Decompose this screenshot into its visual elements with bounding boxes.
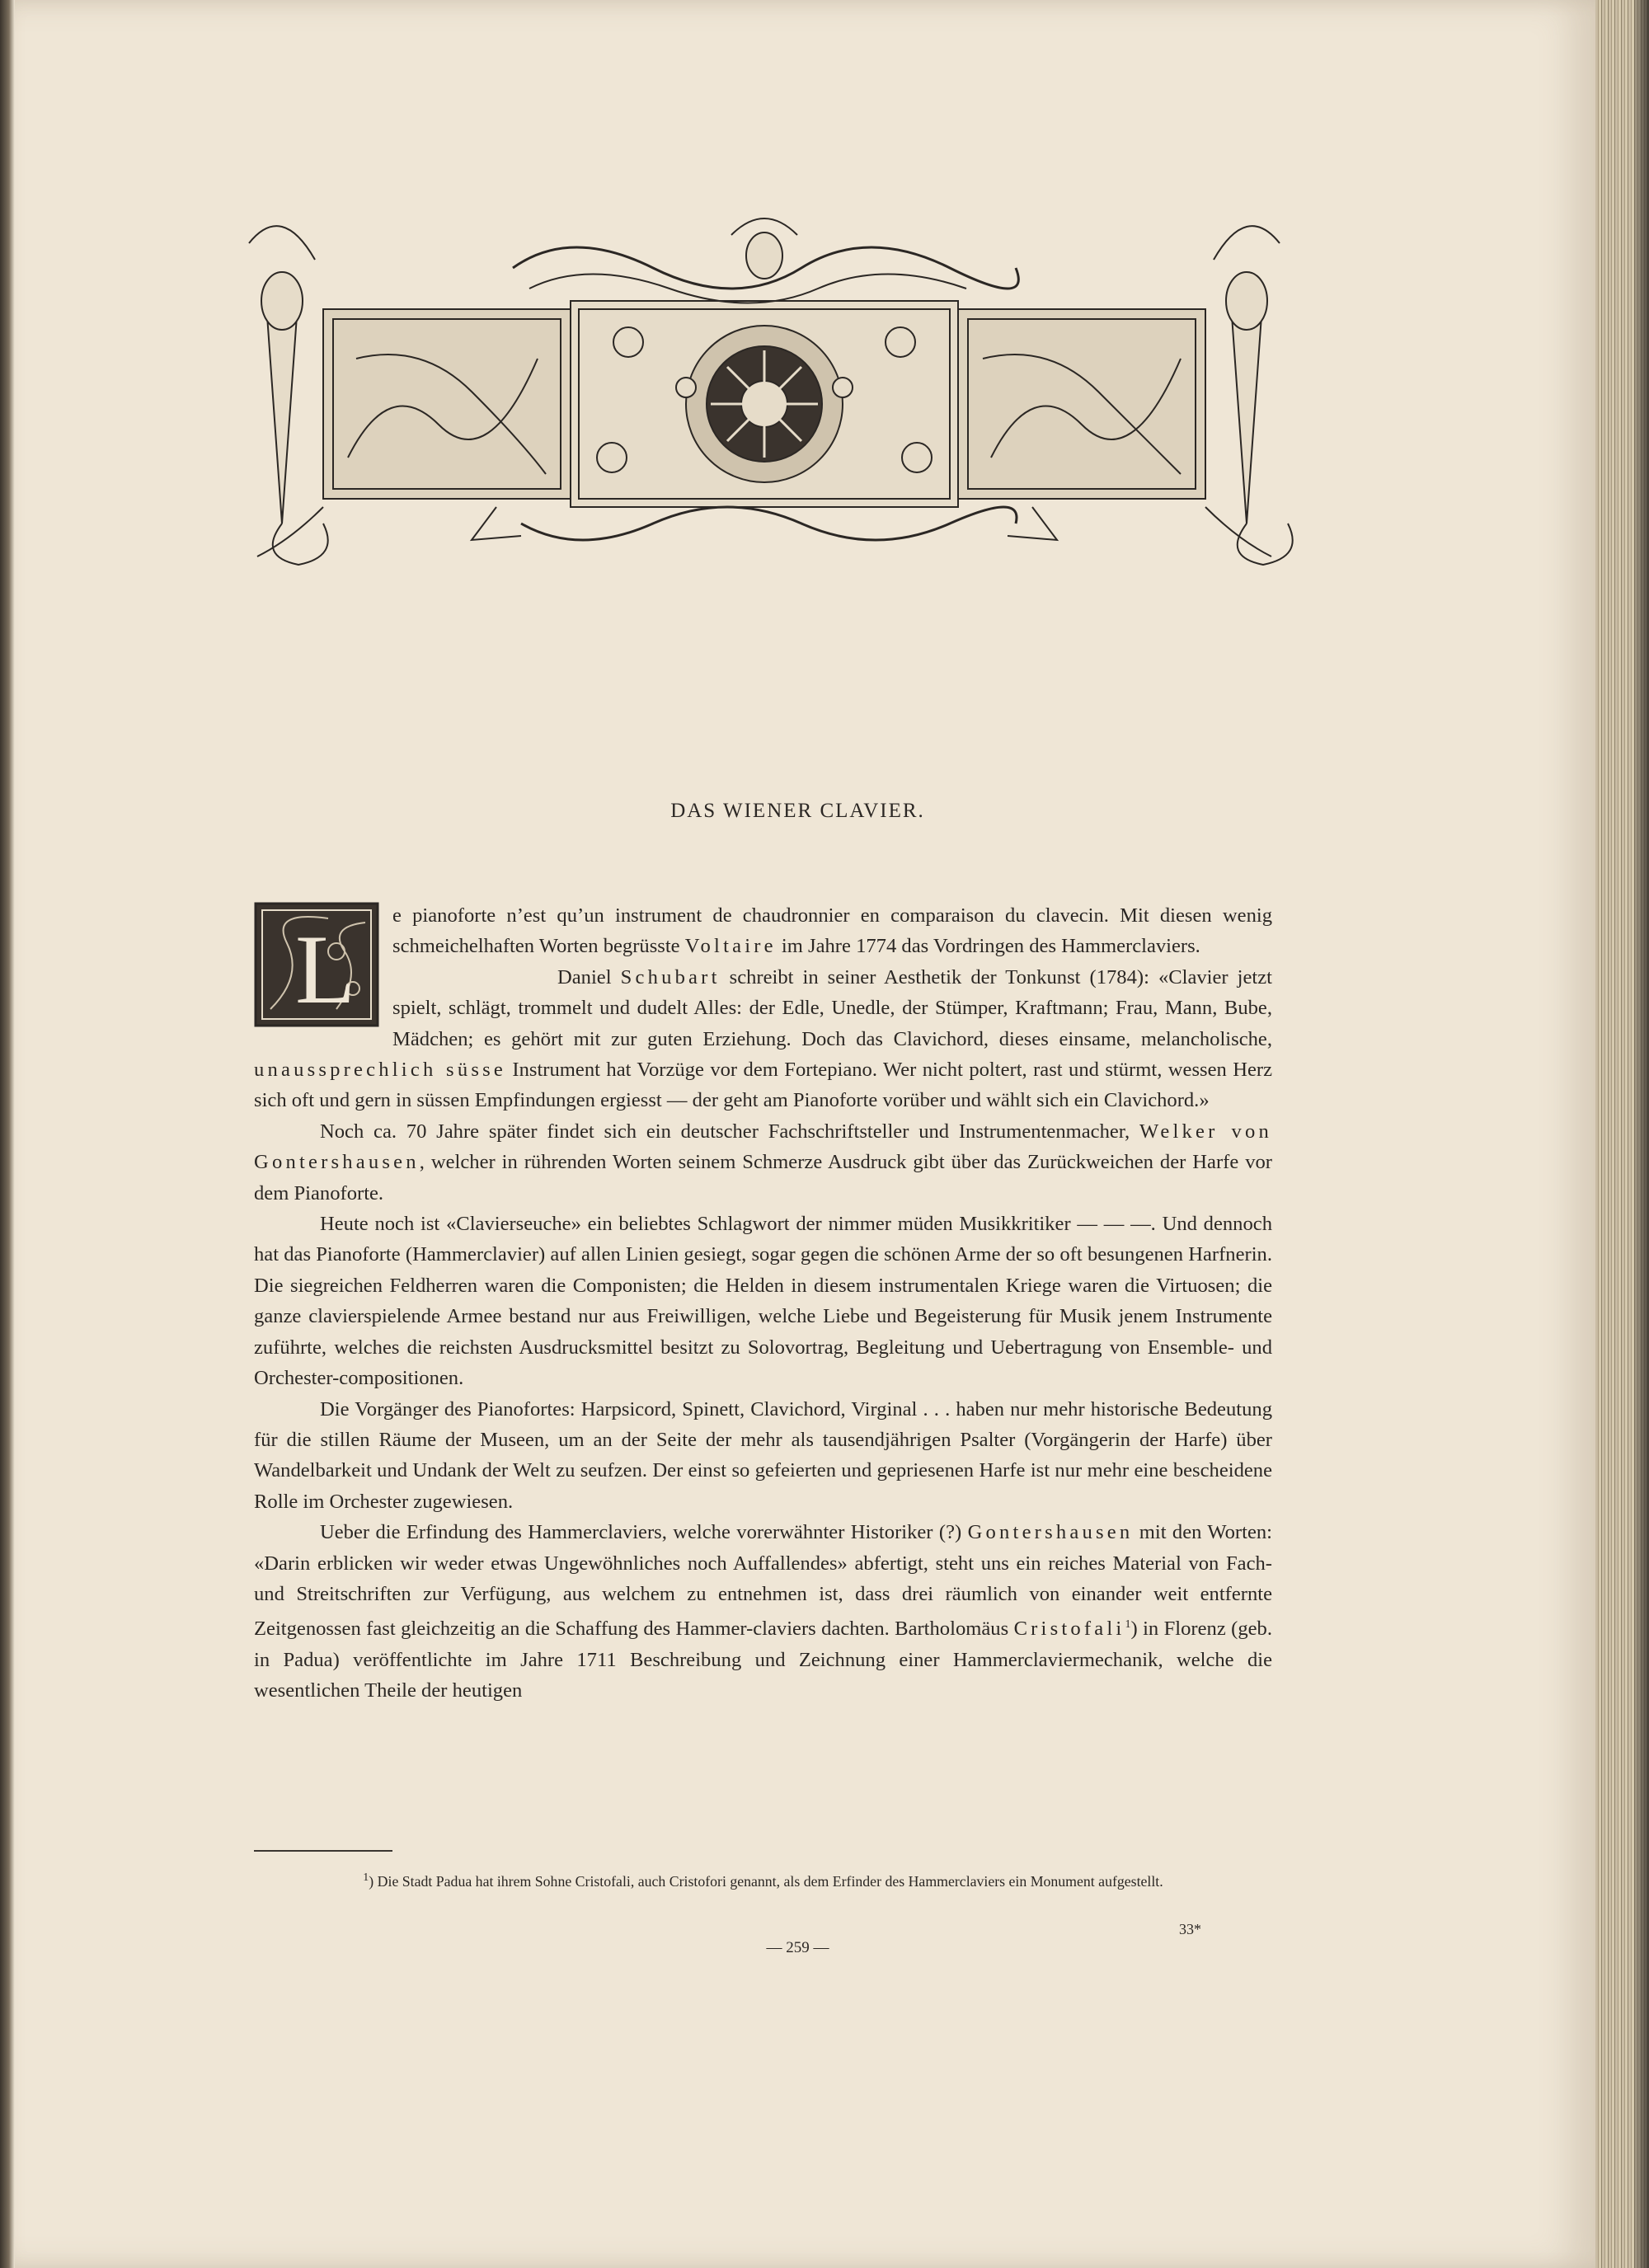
chapter-title: DAS WIENER CLAVIER. xyxy=(670,800,925,822)
p3-name: Welker von Gontershausen xyxy=(254,1120,1272,1174)
p6-text-a: Ueber die Erfindung des Hammerclaviers, welche vorerwähnter Historiker (?) xyxy=(320,1521,968,1544)
dropcap-letter: L xyxy=(295,914,356,1024)
p2-text-c: Instrument hat Vorzüge vor dem Fortepiano. Wer nicht poltert, rast und stürmt, wessen Herz sich oft und gern in süssen Empfindungen ergiesst — der geht am Pianoforte vorüber und wählt sich ein Clavichord.» xyxy=(254,1059,1272,1112)
p2-text-b: schreibt in seiner Aesthetik der Tonkunst (1784): «Clavier jetzt spielt, schlägt, trommelt und dudelt Alles: der Edle, Unedle, der Stümper, Kraftmann; Frau, Mann, Bube, Mädchen; es gehört mit zur guten Erziehung. Doch das Clavichord, dieses einsame, melancholische, xyxy=(392,965,1272,1050)
p6-name2: Cristofali xyxy=(1013,1618,1125,1641)
p2-text-a: Daniel xyxy=(557,965,621,988)
paragraph-2 xyxy=(254,962,1272,1116)
binding-shadow xyxy=(0,0,15,2268)
footnote-rule xyxy=(254,1850,392,1852)
page-number: — 259 — xyxy=(766,1939,829,1956)
p1-name: Voltaire xyxy=(684,935,777,958)
p2-name: Schubart xyxy=(620,965,721,988)
paragraph-6 xyxy=(254,1517,1272,1707)
p3-text-b: , welcher in rührenden Worten seinem Schmerze Ausdruck gibt über das Zurückweichen der Harfe vor dem Pianoforte. xyxy=(254,1151,1272,1204)
paragraph-3 xyxy=(254,1116,1272,1209)
footnote-text: ) Die Stadt Padua hat ihrem Sohne Cristofali, auch Cristofori genannt, als dem Erfinder des Hammerclaviers ein Monument aufgestellt. xyxy=(369,1872,1163,1890)
footnote xyxy=(254,1871,1272,1890)
p1-text-b: im Jahre 1774 das Vordringen des Hammerclaviers. xyxy=(776,935,1200,958)
ornamental-headpiece-icon xyxy=(224,210,1304,581)
p6-text-b: mit den Worten: «Darin erblicken wir weder etwas Ungewöhnliches noch Auffallendes» abfertigt, steht uns ein reiches Material von Fach- und Streitschriften zur Verfügung, aus welchem zu entnehmen ist, dass drei räumlich von einander weit entfernte Zeitgenossen fast gleichzeitig an die Schaffung des Hammer-claviers dachten. Bartholomäus xyxy=(254,1521,1272,1641)
p6-text-c: ) in Florenz (geb. in Padua) veröffentlichte im Jahre 1711 Beschreibung und Zeichnung einer Hammerclaviermechanik, welche die wesentlichen Theile der heutigen xyxy=(254,1618,1272,1702)
p3-text-a: Noch ca. 70 Jahre später findet sich ein deutscher Fachschriftsteller und Instrumentenmacher, xyxy=(320,1120,1139,1143)
dropcap-L-icon xyxy=(254,902,379,1027)
p1-text-a: e pianoforte n’est qu’un instrument de chaudronnier en comparaison du clavecin. Mit diesen wenig schmeichelhaften Worten begrüsste xyxy=(392,904,1272,958)
p6-name: Gontershausen xyxy=(967,1521,1134,1544)
page-edges xyxy=(1595,0,1649,2268)
signature-mark: 33* xyxy=(1179,1921,1201,1937)
paragraph-5: Die Vorgänger des Pianofortes: Harpsicord, Spinett, Clavichord, Virginal . . . haben nur mehr historische Bedeutung für die stillen Räume der Museen, um an der Seite der mehr als tausendjährigen Psalter (Vorgängerin der Harfe) über Wandelbarkeit und Undank der Welt zu seufzen. Der einst so gefeierten und gepriesenen Harfe ist nur mehr eine bescheidene Rolle im Orchester zugewiesen. xyxy=(254,1397,1272,1513)
footnote-ref: 1 xyxy=(1125,1618,1131,1632)
paragraph-4: Heute noch ist «Clavierseuche» ein beliebtes Schlagwort der nimmer müden Musikkritiker — — —. Und dennoch hat das Pianoforte (Hammerclavier) auf allen Linien gesiegt, sogar gegen die schönen Arme der so oft besungenen Harfnerin. Die siegreichen Feldherren waren die Componisten; die Helden in diesem instrumentalen Kriege waren die Virtuosen; die ganze clavierspielende Armee bestand nur aus Freiwilligen, welche Liebe und Begeisterung für Musik jenem Instrumente zuführte, welches die reichsten Ausdrucksmittel besitzt zu Solovortrag, Begleitung und Uebertragung von Ensemble- und Orchester-compositionen. xyxy=(254,1213,1272,1390)
body-text xyxy=(254,900,1272,1707)
footnote-mark: 1 xyxy=(363,1871,369,1884)
p2-emph: unaussprechlich süsse xyxy=(254,1059,506,1082)
